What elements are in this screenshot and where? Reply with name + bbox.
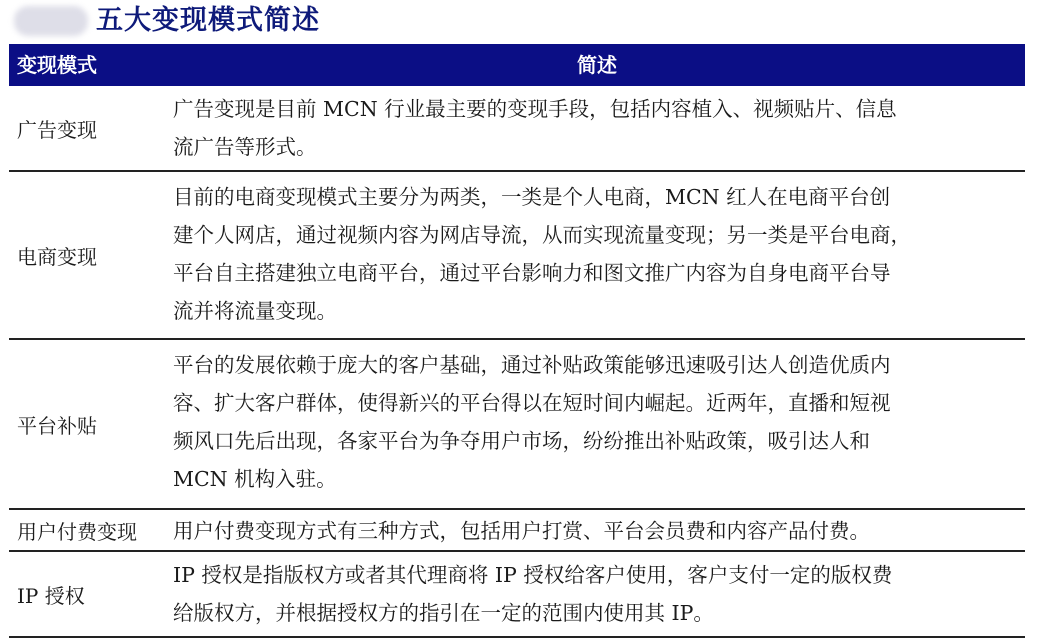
row-description bbox=[167, 340, 1025, 498]
table-row bbox=[9, 340, 1025, 510]
description-line: 给版权方，并根据授权方的指引在一定的范围内使用其 IP。 bbox=[173, 601, 714, 625]
row-mode: 广告变现 bbox=[17, 117, 97, 142]
table-row bbox=[9, 172, 1025, 340]
description-line: 平台的发展依赖于庞大的客户基础，通过补贴政策能够迅速吸引达人创造优质内 bbox=[173, 353, 891, 377]
page-title: 五大变现模式简述 bbox=[96, 5, 320, 36]
row-mode: 用户付费变现 bbox=[17, 519, 137, 544]
description-line: 用户付费变现方式有三种方式，包括用户打赏、平台会员费和内容产品付费。 bbox=[173, 519, 870, 543]
table-header bbox=[9, 44, 1025, 86]
row-mode: 电商变现 bbox=[17, 244, 97, 269]
description-line: MCN 机构入驻。 bbox=[173, 467, 337, 491]
description-line: 建个人网店，通过视频内容为网店导流，从而实现流量变现；另一类是平台电商， bbox=[173, 223, 911, 247]
row-description bbox=[167, 172, 1025, 330]
header-description: 简述 bbox=[577, 53, 617, 77]
row-description bbox=[167, 510, 1025, 550]
description-line: 容、扩大客户群体，使得新兴的平台得以在短时间内崛起。近两年，直播和短视 bbox=[173, 391, 891, 415]
row-description bbox=[167, 552, 1025, 632]
header-mode: 变现模式 bbox=[17, 53, 97, 77]
monetization-table bbox=[9, 44, 1025, 638]
table-row bbox=[9, 510, 1025, 552]
table-row bbox=[9, 86, 1025, 172]
description-line: 流并将流量变现。 bbox=[173, 299, 337, 323]
row-description bbox=[167, 86, 1025, 166]
description-line: IP 授权是指版权方或者其代理商将 IP 授权给客户使用，客户支付一定的版权费 bbox=[173, 563, 893, 587]
row-mode: 平台补贴 bbox=[17, 413, 97, 438]
title-bar bbox=[0, 0, 1037, 42]
description-line: 广告变现是目前 MCN 行业最主要的变现手段，包括内容植入、视频贴片、信息 bbox=[173, 97, 897, 121]
description-line: 平台自主搭建独立电商平台，通过平台影响力和图文推广内容为自身电商平台导 bbox=[173, 261, 891, 285]
table-row bbox=[9, 552, 1025, 638]
blurred-logo bbox=[14, 6, 88, 36]
description-line: 频风口先后出现，各家平台为争夺用户市场，纷纷推出补贴政策，吸引达人和 bbox=[173, 429, 870, 453]
description-line: 目前的电商变现模式主要分为两类，一类是个人电商，MCN 红人在电商平台创 bbox=[173, 185, 891, 209]
row-mode: IP 授权 bbox=[17, 583, 85, 608]
description-line: 流广告等形式。 bbox=[173, 135, 317, 159]
